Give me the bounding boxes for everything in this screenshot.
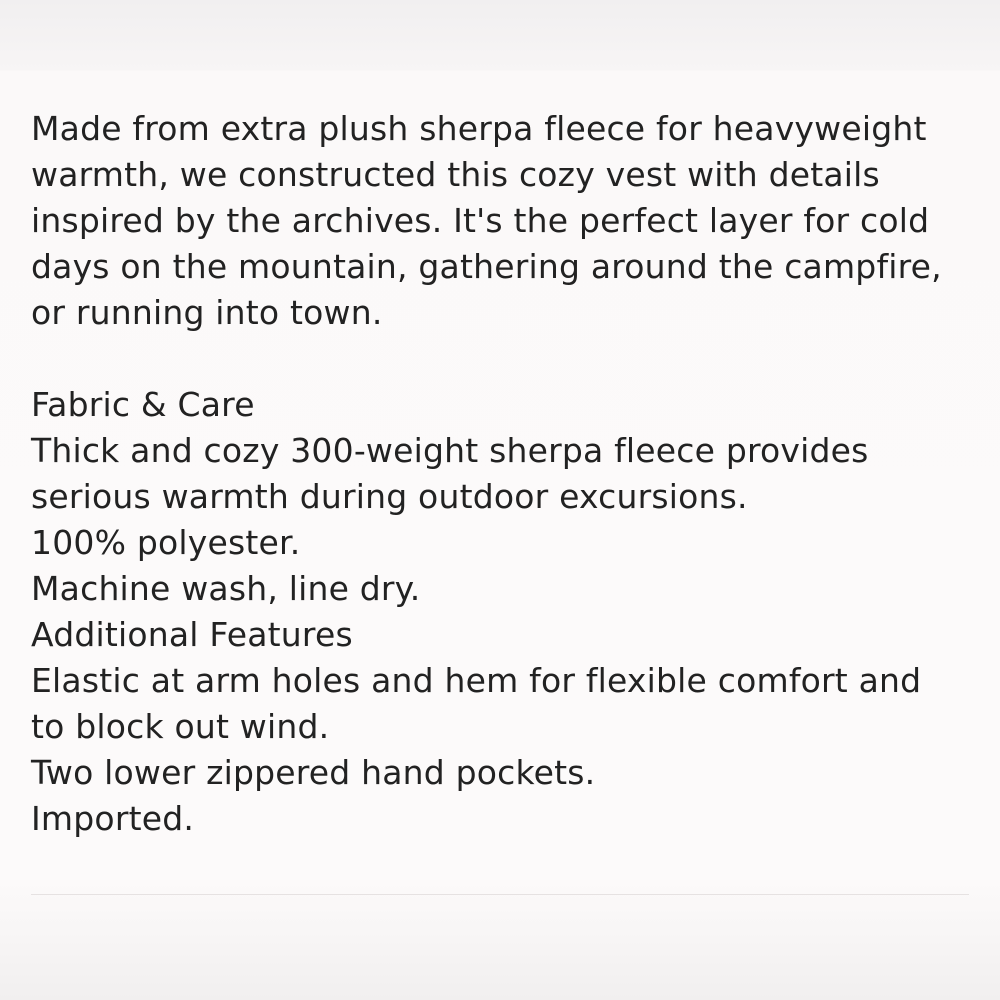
description-line: or running into town. [31,293,383,332]
description-line: inspired by the archives. It's the perfect layer for cold [31,201,930,240]
additional-features-heading: Additional Features [31,615,353,654]
fabric-care-line: 100% polyester. [31,523,301,562]
fabric-care-line: Machine wash, line dry. [31,569,421,608]
fabric-care-line: Thick and cozy 300-weight sherpa fleece provides [31,431,869,470]
description-line: days on the mountain, gathering around the campfire, [31,247,942,286]
description-line: Made from extra plush sherpa fleece for heavyweight [31,109,927,148]
paragraph-gap [31,336,971,382]
product-description-text [31,106,971,842]
additional-features-line: Imported. [31,799,195,838]
additional-features-line: Two lower zippered hand pockets. [31,753,596,792]
additional-features-line: to block out wind. [31,707,330,746]
fabric-care-line: serious warmth during outdoor excursions. [31,477,748,516]
additional-features-line: Elastic at arm holes and hem for flexible comfort and [31,661,922,700]
description-line: warmth, we constructed this cozy vest with details [31,155,880,194]
fabric-care-heading: Fabric & Care [31,385,255,424]
section-divider [31,894,969,895]
